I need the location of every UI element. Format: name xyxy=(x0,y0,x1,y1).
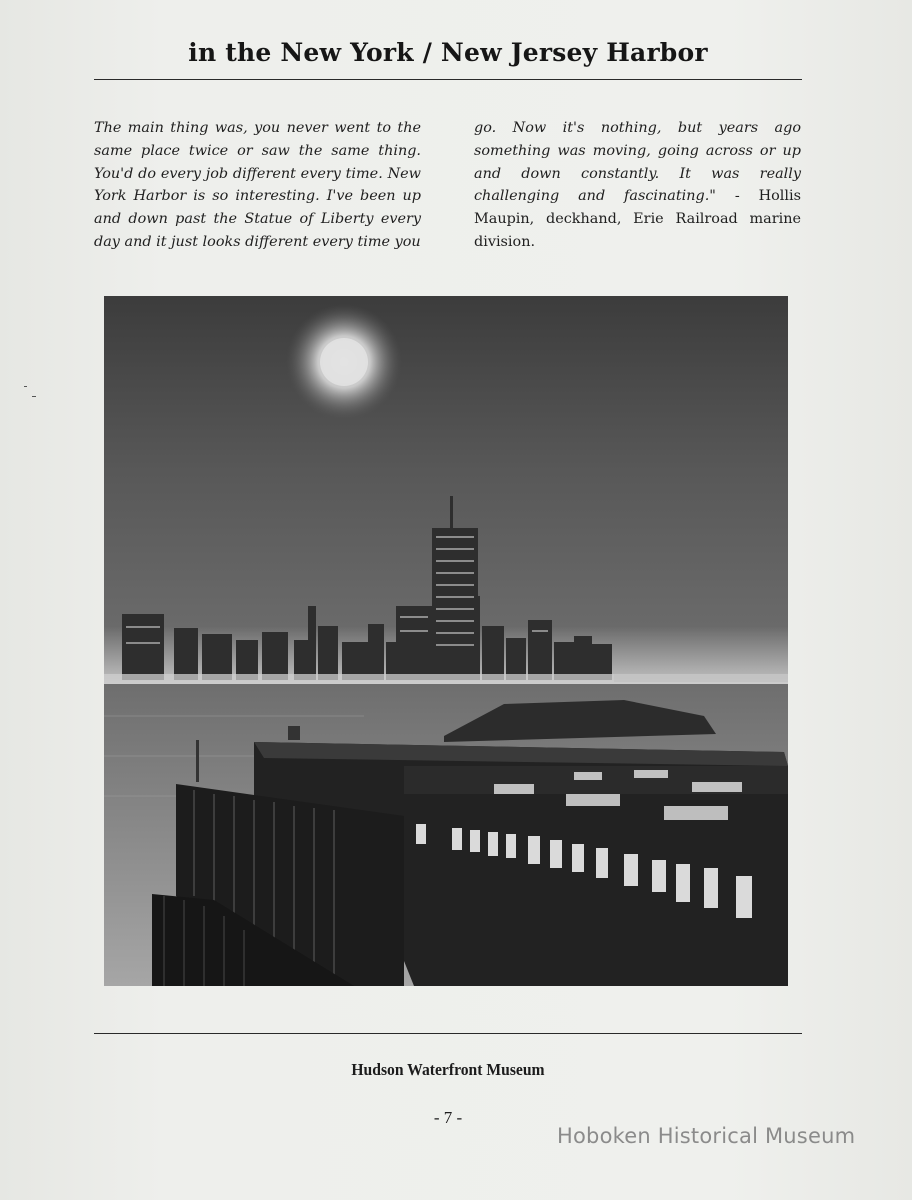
header-rule xyxy=(94,79,802,80)
page-number: - 7 - xyxy=(433,1108,463,1127)
quote-column-left: The main thing was, you never went to the same place twice or saw the same thing. You'd do every job different every time. New York Harbor is so interesting. I've been up and down past the Statue of Liberty every day and it just looks different every time you xyxy=(94,120,421,250)
page-title: in the New York / New Jersey Harbor xyxy=(188,38,708,67)
publisher-name: Hudson Waterfront Museum xyxy=(351,1060,545,1079)
museum-watermark: Hoboken Historical Museum xyxy=(557,1124,856,1148)
paper-speck xyxy=(32,396,36,397)
quote-continuation: go. Now it's nothing, but years ago something was moving, going across or up and down constantly. It was really challenging and fascinating." xyxy=(474,120,801,205)
footer-rule xyxy=(94,1033,802,1034)
quote-column-right xyxy=(474,117,801,254)
paper-speck xyxy=(24,386,27,387)
quote-attribution: - Hollis Maupin, deckhand, Erie Railroad marine division. xyxy=(474,188,801,250)
night-harbor-skyline-photo xyxy=(104,296,788,986)
